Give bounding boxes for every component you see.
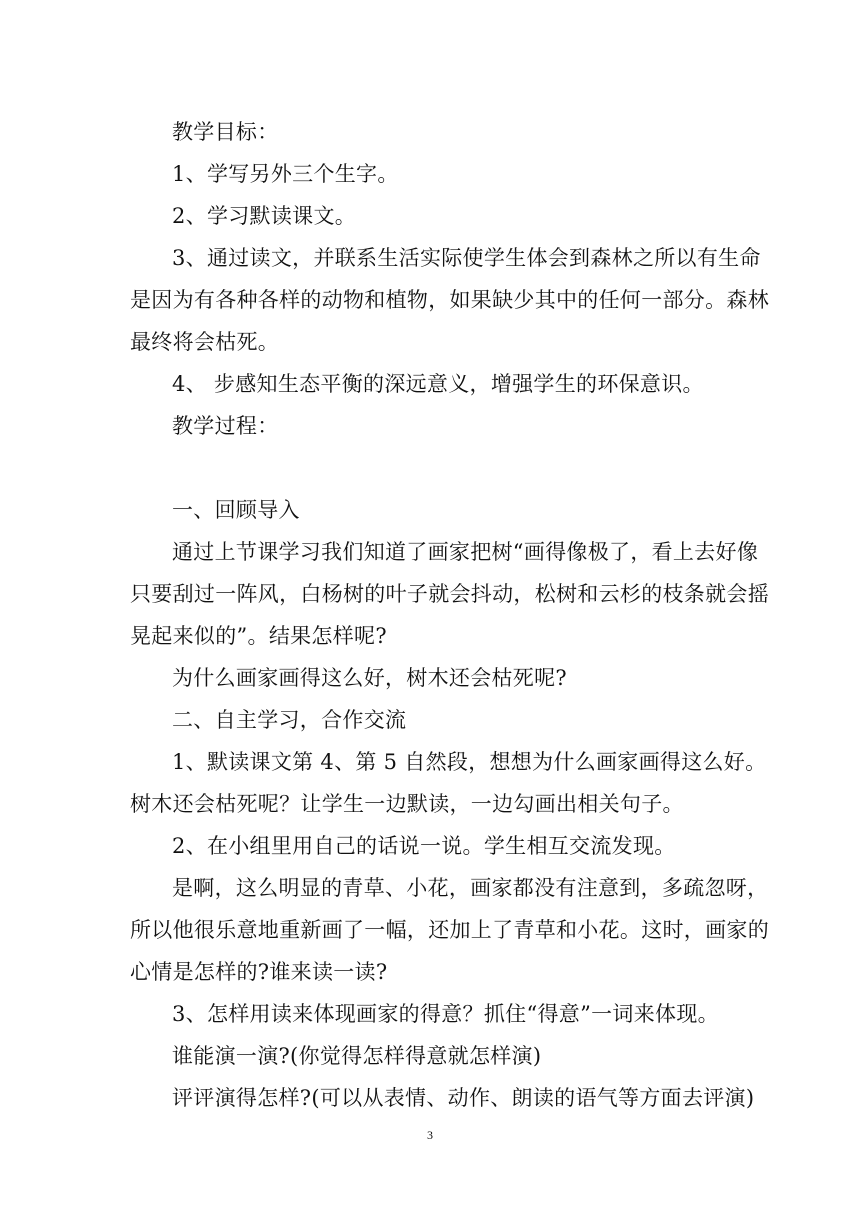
goal-item-3-line-1: 3、通过读文，并联系生活实际使学生体会到森林之所以有生命 xyxy=(172,246,761,270)
paragraph-review-line-1: 通过上节课学习我们知道了画家把树“画得像极了，看上去好像 xyxy=(172,540,759,564)
task-2: 2、在小组里用自己的话说一说。学生相互交流发现。 xyxy=(172,834,676,858)
task-1-line-2: 树木还会枯死呢？让学生一边默读，一边勾画出相关句子。 xyxy=(130,792,684,816)
paragraph-discovery-line-3: 心情是怎样的?谁来读一读? xyxy=(130,960,388,984)
activity-evaluate: 评评演得怎样?(可以从表情、动作、朗读的语气等方面去评演) xyxy=(172,1086,755,1110)
step-heading-self-study: 二、自主学习，合作交流 xyxy=(172,708,407,732)
goal-item-4: 4、 步感知生态平衡的深远意义，增强学生的环保意识。 xyxy=(172,372,704,396)
paragraph-discovery-line-1: 是啊，这么明显的青草、小花，画家都没有注意到，多疏忽呀， xyxy=(172,876,769,900)
task-1-line-1: 1、默读课文第 4、第 5 自然段，想想为什么画家画得这么好。 xyxy=(172,750,767,774)
paragraph-discovery-line-2: 所以他很乐意地重新画了一幅，还加上了青草和小花。这时，画家的 xyxy=(130,918,769,942)
task-3: 3、怎样用读来体现画家的得意？抓住“得意”一词来体现。 xyxy=(172,1002,719,1026)
goal-item-1: 1、学写另外三个生字。 xyxy=(172,162,399,186)
page-number: 3 xyxy=(427,1128,433,1142)
step-heading-review: 一、回顾导入 xyxy=(172,498,300,522)
goal-item-3-line-2: 是因为有各种各样的动物和植物，如果缺少其中的任何一部分。森林 xyxy=(130,288,769,312)
question-line: 为什么画家画得这么好，树木还会枯死呢? xyxy=(172,666,567,690)
activity-perform: 谁能演一演?(你觉得怎样得意就怎样演) xyxy=(172,1044,542,1068)
goal-item-2: 2、学习默读课文。 xyxy=(172,204,357,228)
paragraph-review-line-3: 晃起来似的”。结果怎样呢? xyxy=(130,624,387,648)
section-heading-teaching-process: 教学过程： xyxy=(172,414,279,438)
section-heading-teaching-goals: 教学目标： xyxy=(172,120,279,144)
goal-item-3-line-3: 最终将会枯死。 xyxy=(130,330,280,354)
paragraph-review-line-2: 只要刮过一阵风，白杨树的叶子就会抖动，松树和云杉的枝条就会摇 xyxy=(130,582,769,606)
